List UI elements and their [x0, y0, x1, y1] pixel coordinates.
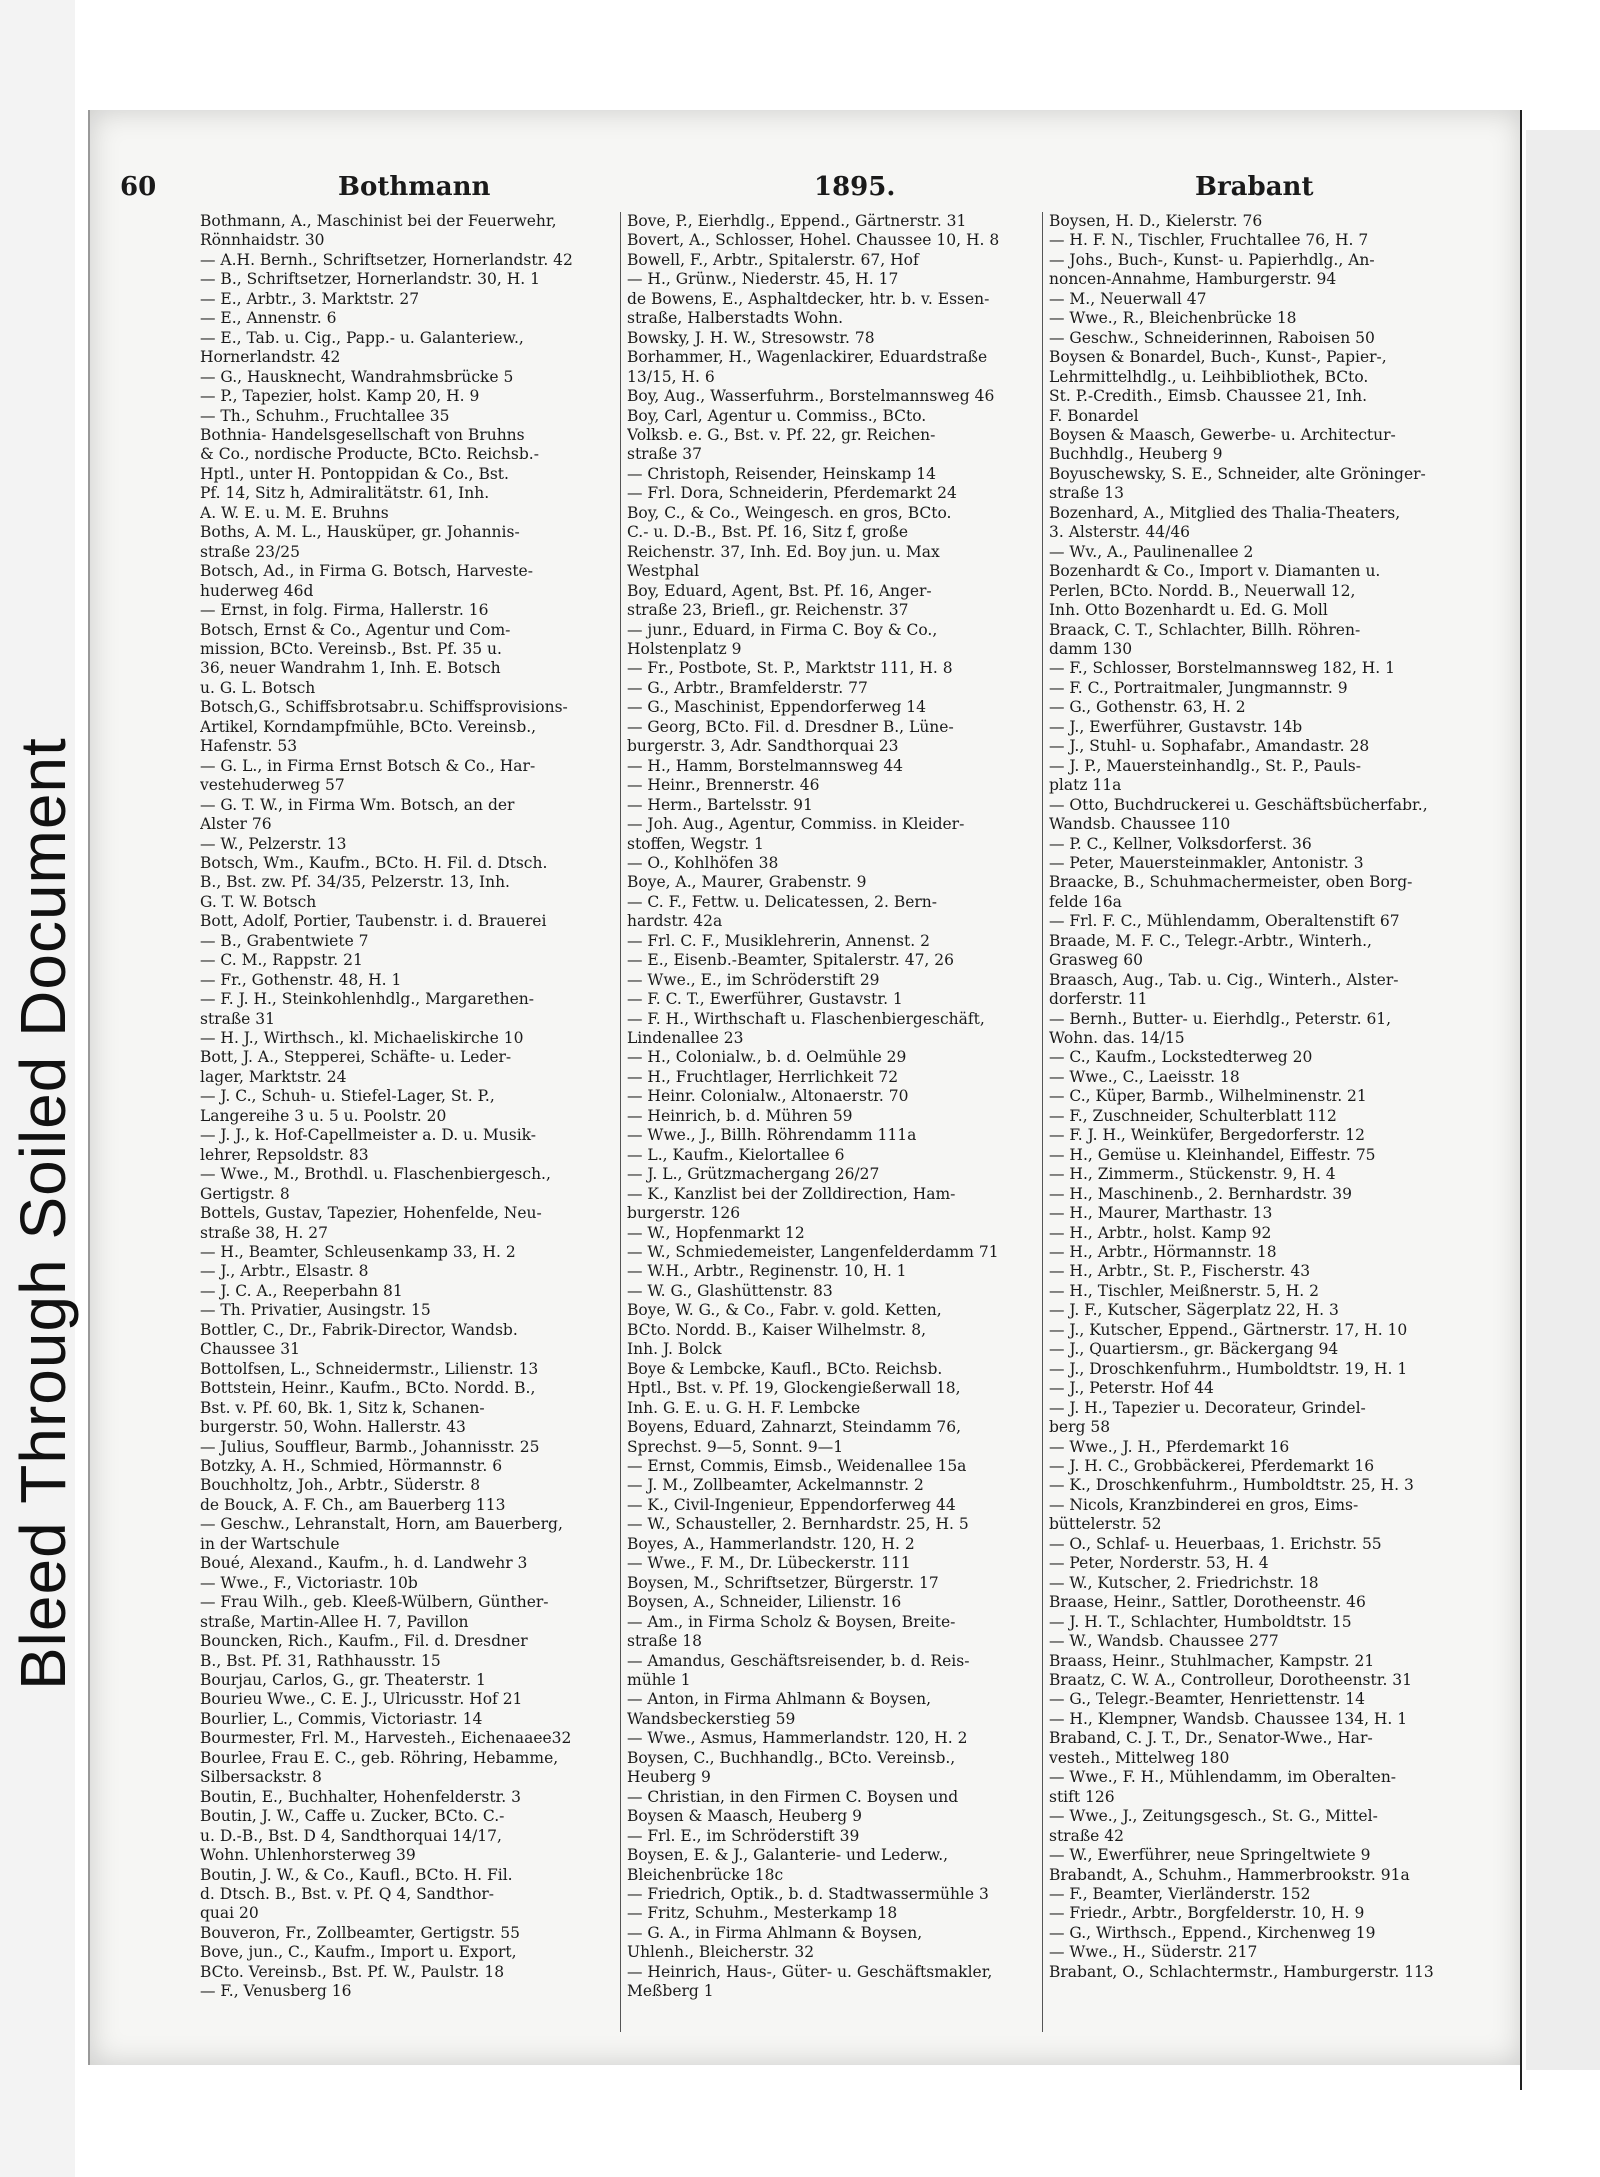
directory-line: — Ernst, in folg. Firma, Hallerstr. 16 — [200, 601, 489, 620]
year-heading: 1895. — [814, 172, 896, 202]
directory-line: dorferstr. 11 — [1049, 990, 1148, 1009]
directory-line: — K., Civil-Ingenieur, Eppendorferweg 44 — [627, 1495, 956, 1514]
directory-line: Boye, A., Maurer, Grabenstr. 9 — [627, 873, 867, 892]
directory-line: — E., Annenstr. 6 — [200, 309, 337, 328]
directory-line: — G., Wirthsch., Eppend., Kirchenweg 19 — [1049, 1923, 1376, 1942]
directory-line: Bourlier, L., Commis, Victoriastr. 14 — [200, 1709, 483, 1728]
directory-line: Boyens, Eduard, Zahnarzt, Steindamm 76, — [627, 1418, 962, 1437]
directory-line: — W., Hopfenmarkt 12 — [627, 1223, 805, 1242]
directory-line: — E., Eisenb.-Beamter, Spitalerstr. 47, 26 — [627, 951, 955, 970]
directory-line: B., Bst. Pf. 31, Rathhausstr. 15 — [200, 1651, 441, 1670]
directory-line: — J., Ewerführer, Gustavstr. 14b — [1049, 717, 1303, 736]
directory-line: — Fr., Postbote, St. P., Marktstr 111, H. 8 — [627, 659, 953, 678]
directory-line: — W., Wandsb. Chaussee 277 — [1049, 1632, 1279, 1651]
directory-line: Heuberg 9 — [627, 1768, 711, 1787]
directory-line: — C. M., Rappstr. 21 — [200, 951, 363, 970]
directory-line: mühle 1 — [627, 1670, 691, 1689]
directory-line: Reichenstr. 37, Inh. Ed. Boy jun. u. Max — [627, 542, 940, 561]
directory-line: — J., Stuhl- u. Sophafabr., Amandastr. 28 — [1049, 737, 1370, 756]
directory-line: Boutin, E., Buchhalter, Hohenfelderstr. 3 — [200, 1787, 521, 1806]
directory-line: Braass, Heinr., Stuhlmacher, Kampstr. 21 — [1049, 1651, 1375, 1670]
directory-line: Westphal — [627, 562, 700, 581]
directory-line: Bleichenbrücke 18c — [627, 1865, 784, 1884]
directory-line: platz 11a — [1049, 776, 1122, 795]
directory-line: BCto. Vereinsb., Bst. Pf. W., Paulstr. 18 — [200, 1962, 505, 1981]
directory-line: Braase, Heinr., Sattler, Dorotheenstr. 46 — [1049, 1593, 1366, 1612]
directory-line: — J. L., Grützmachergang 26/27 — [627, 1165, 880, 1184]
directory-line: — Ernst, Commis, Eimsb., Weidenallee 15a — [627, 1457, 967, 1475]
directory-line: — Fr., Gothenstr. 48, H. 1 — [200, 970, 402, 989]
directory-line: Gertigstr. 8 — [200, 1184, 290, 1203]
directory-line: Hptl., unter H. Pontoppidan & Co., Bst. — [200, 464, 509, 483]
directory-line: — J. P., Mauersteinhandlg., St. P., Pauls- — [1049, 756, 1361, 775]
directory-line: — W.H., Arbtr., Reginenstr. 10, H. 1 — [627, 1262, 907, 1281]
directory-line: d. Dtsch. B., Bst. v. Pf. Q 4, Sandthor- — [200, 1884, 495, 1903]
directory-line: Inh. J. Bolck — [627, 1340, 722, 1359]
directory-line: damm 130 — [1049, 639, 1133, 658]
neighbor-page — [1526, 130, 1600, 2070]
directory-line: — H., Maschinenb., 2. Bernhardstr. 39 — [1049, 1184, 1352, 1203]
directory-line: F. Bonardel — [1049, 406, 1139, 425]
directory-line: Wohn. das. 14/15 — [1049, 1029, 1185, 1048]
directory-line: burgerstr. 126 — [627, 1204, 741, 1223]
directory-line: — K., Droschkenfuhrm., Humboldtstr. 25, H. 3 — [1049, 1476, 1414, 1495]
directory-line: — L., Kaufm., Kielortallee 6 — [627, 1145, 845, 1164]
directory-line: u. G. L. Botsch — [200, 678, 316, 697]
directory-line: — F., Venusberg 16 — [200, 1982, 352, 2001]
directory-line: — W., Schausteller, 2. Bernhardstr. 25, H. 5 — [627, 1515, 969, 1534]
directory-line: Uhlenh., Bleicherstr. 32 — [627, 1943, 815, 1962]
directory-line: — H., Fruchtlager, Herrlichkeit 72 — [627, 1067, 899, 1086]
directory-line: Bottstein, Heinr., Kaufm., BCto. Nordd. B., — [200, 1379, 536, 1398]
directory-line: — Wwe., J., Billh. Röhrendamm 111a — [627, 1126, 917, 1145]
directory-line: Bott, Adolf, Portier, Taubenstr. i. d. Brauerei — [200, 912, 547, 931]
directory-line: — Heinrich, b. d. Mühren 59 — [627, 1106, 853, 1125]
column-2 — [620, 212, 1042, 2032]
directory-line: — J., Kutscher, Eppend., Gärtnerstr. 17, H. 10 — [1049, 1320, 1408, 1339]
directory-line: Bowell, F., Arbtr., Spitalerstr. 67, Hof — [627, 250, 919, 269]
directory-line: — G., Arbtr., Bramfelderstr. 77 — [627, 678, 868, 697]
directory-line: Wandsbeckerstieg 59 — [627, 1709, 796, 1728]
directory-line: de Bowens, E., Asphaltdecker, htr. b. v. Essen- — [627, 289, 990, 308]
directory-line: — Wwe., Asmus, Hammerlandstr. 120, H. 2 — [627, 1729, 968, 1748]
directory-line: de Bouck, A. F. Ch., am Bauerberg 113 — [200, 1495, 506, 1514]
directory-line: — Bernh., Butter- u. Eierhdlg., Peterstr. 61, — [1049, 1009, 1392, 1028]
directory-line: — F. H., Wirthschaft u. Flaschenbiergeschäft, — [627, 1009, 985, 1028]
directory-line: — G. L., in Firma Ernst Botsch & Co., Har- — [200, 756, 536, 775]
directory-line: — F. C., Portraitmaler, Jungmannstr. 9 — [1049, 678, 1348, 697]
directory-line: Braade, M. F. C., Telegr.-Arbtr., Winterh., — [1049, 931, 1372, 950]
directory-line: Boutin, J. W., Caffe u. Zucker, BCto. C.- — [200, 1807, 505, 1826]
directory-line: Botsch,G., Schiffsbrotsabr.u. Schiffsprovisions- — [200, 698, 568, 717]
directory-line: — H., Grünw., Niederstr. 45, H. 17 — [627, 270, 899, 289]
directory-line: Bozenhardt & Co., Import v. Diamanten u. — [1049, 562, 1381, 581]
directory-line: 36, neuer Wandrahm 1, Inh. E. Botsch — [200, 659, 501, 678]
directory-line: Botsch, Wm., Kaufm., BCto. H. Fil. d. Dtsch. — [200, 853, 548, 872]
directory-line: Wandsb. Chaussee 110 — [1049, 815, 1231, 834]
directory-line: hardstr. 42a — [627, 912, 723, 931]
directory-line: straße, Martin-Allee H. 7, Pavillon — [200, 1612, 469, 1631]
directory-line: straße 31 — [200, 1009, 276, 1028]
directory-line: & Co., nordische Producte, BCto. Reichsb.- — [200, 445, 539, 464]
directory-line: mission, BCto. Vereinsb., Bst. Pf. 35 u. — [200, 639, 502, 658]
directory-line: — M., Neuerwall 47 — [1049, 289, 1207, 308]
directory-line: Boysen & Bonardel, Buch-, Kunst-, Papier-, — [1049, 348, 1387, 367]
directory-line: — P., Tapezier, holst. Kamp 20, H. 9 — [200, 387, 480, 406]
directory-line: Wohn. Uhlenhorsterweg 39 — [200, 1846, 416, 1865]
directory-line: straße 13 — [1049, 484, 1125, 503]
directory-line: A. W. E. u. M. E. Bruhns — [200, 503, 389, 522]
directory-line: Boysen, A., Schneider, Lilienstr. 16 — [627, 1593, 902, 1612]
directory-line: stift 126 — [1049, 1787, 1115, 1806]
directory-line: Boysen & Maasch, Heuberg 9 — [627, 1807, 862, 1826]
directory-line: — O., Kohlhöfen 38 — [627, 853, 779, 872]
directory-line: — Wwe., F. H., Mühlendamm, im Oberalten- — [1049, 1768, 1397, 1787]
directory-line: — Wwe., J. H., Pferdemarkt 16 — [1049, 1437, 1290, 1456]
directory-line: lager, Marktstr. 24 — [200, 1067, 347, 1086]
directory-line: — H. F. N., Tischler, Fruchtallee 76, H. 7 — [1049, 231, 1369, 250]
directory-line: — H., Arbtr., holst. Kamp 92 — [1049, 1223, 1272, 1242]
directory-line: — Wwe., F. M., Dr. Lübeckerstr. 111 — [627, 1554, 911, 1573]
directory-line: — Frl. E., im Schröderstift 39 — [627, 1826, 860, 1845]
left-keyword: Bothmann — [338, 172, 491, 202]
directory-line: Pf. 14, Sitz h, Admiralitätstr. 61, Inh. — [200, 484, 490, 503]
page-edge — [1520, 110, 1522, 2090]
directory-line: BCto. Nordd. B., Kaiser Wilhelmstr. 8, — [627, 1320, 927, 1339]
directory-line: Botzky, A. H., Schmied, Hörmannstr. 6 — [200, 1457, 503, 1475]
directory-line: Braband, C. J. T., Dr., Senator-Wwe., Har- — [1049, 1729, 1373, 1748]
directory-line: straße 42 — [1049, 1826, 1125, 1845]
directory-line: — H., Klempner, Wandsb. Chaussee 134, H. 1 — [1049, 1709, 1408, 1728]
directory-line: Boye & Lembcke, Kaufl., BCto. Reichsb. — [627, 1359, 943, 1378]
directory-line: burgerstr. 3, Adr. Sandthorquai 23 — [627, 737, 899, 756]
page-header — [120, 172, 1460, 212]
directory-line: — Wwe., E., im Schröderstift 29 — [627, 970, 880, 989]
directory-line: burgerstr. 50, Wohn. Hallerstr. 43 — [200, 1418, 466, 1437]
directory-line: Meßberg 1 — [627, 1982, 714, 2001]
directory-line: — F., Schlosser, Borstelmannsweg 182, H. 1 — [1049, 659, 1396, 678]
directory-line: — Frl. F. C., Mühlendamm, Oberaltenstift 67 — [1049, 912, 1400, 931]
directory-line: — H., Arbtr., St. P., Fischerstr. 43 — [1049, 1262, 1311, 1281]
directory-line: Bottler, C., Dr., Fabrik-Director, Wandsb. — [200, 1320, 518, 1339]
directory-line: Inh. Otto Bozenhardt u. Ed. G. Moll — [1049, 601, 1328, 620]
directory-line: Bottolfsen, L., Schneidermstr., Lilienstr. 13 — [200, 1359, 539, 1378]
directory-line: Bott, J. A., Stepperei, Schäfte- u. Leder- — [200, 1048, 512, 1067]
directory-line: felde 16a — [1049, 892, 1122, 911]
directory-line: — Johs., Buch-, Kunst- u. Papierhdlg., An- — [1049, 250, 1375, 269]
directory-line: huderweg 46d — [200, 581, 314, 600]
directory-line: — H., Maurer, Marthastr. 13 — [1049, 1204, 1273, 1223]
directory-line: — W., Ewerführer, neue Springeltwiete 9 — [1049, 1846, 1371, 1865]
directory-line: — Am., in Firma Scholz & Boysen, Breite- — [627, 1612, 956, 1631]
directory-line: — F. C. T., Ewerführer, Gustavstr. 1 — [627, 990, 903, 1009]
directory-line: — Heinr., Brennerstr. 46 — [627, 776, 820, 795]
directory-line: Sprechst. 9—5, Sonnt. 9—1 — [627, 1437, 844, 1456]
directory-line: — E., Tab. u. Cig., Papp.- u. Galanteriew., — [200, 328, 524, 347]
directory-line: — F. J. H., Weinküfer, Bergedorferstr. 12 — [1049, 1126, 1365, 1145]
directory-line: — J., Quartiersm., gr. Bäckergang 94 — [1049, 1340, 1339, 1359]
directory-line: — Otto, Buchdruckerei u. Geschäftsbücherfabr., — [1049, 795, 1428, 814]
directory-line: Lehrmittelhdlg., u. Leihbibliothek, BCto. — [1049, 367, 1369, 386]
directory-line: Bottels, Gustav, Tapezier, Hohenfelde, Neu- — [200, 1204, 542, 1223]
directory-line: quai 20 — [200, 1904, 259, 1923]
column-1 — [200, 212, 615, 2002]
directory-line: — Joh. Aug., Agentur, Commiss. in Kleider- — [627, 815, 965, 834]
directory-line: Volksb. e. G., Bst. v. Pf. 22, gr. Reichen- — [627, 425, 936, 444]
directory-line: — J. H. C., Grobbäckerei, Pferdemarkt 16 — [1049, 1457, 1375, 1475]
directory-line: — Wwe., H., Süderstr. 217 — [1049, 1943, 1258, 1962]
directory-line: Bourieu Wwe., C. E. J., Ulricusstr. Hof 21 — [200, 1690, 523, 1709]
directory-line: Chaussee 31 — [200, 1340, 300, 1359]
directory-line: Boy, Carl, Agentur u. Commiss., BCto. — [627, 406, 927, 425]
directory-line: — G., Telegr.-Beamter, Henriettenstr. 14 — [1049, 1690, 1366, 1709]
directory-line: Botsch, Ernst & Co., Agentur und Com- — [200, 620, 511, 639]
directory-line: — G. A., in Firma Ahlmann & Boysen, — [627, 1923, 923, 1942]
directory-line: Bovert, A., Schlosser, Hohel. Chaussee 10, H. 8 — [627, 231, 1000, 250]
directory-line: — Wwe., C., Laeisstr. 18 — [1049, 1067, 1240, 1086]
directory-line: Brabandt, A., Schuhm., Hammerbrookstr. 91a — [1049, 1865, 1410, 1884]
directory-line: — O., Schlaf- u. Heuerbaas, 1. Erichstr. 55 — [1049, 1534, 1382, 1553]
directory-line: — H., Arbtr., Hörmannstr. 18 — [1049, 1243, 1277, 1262]
directory-line: — J. F., Kutscher, Sägerplatz 22, H. 3 — [1049, 1301, 1339, 1320]
directory-line: Bouchholtz, Joh., Arbtr., Süderstr. 8 — [200, 1476, 481, 1495]
directory-line: — W., Pelzerstr. 13 — [200, 834, 347, 853]
directory-line: Boye, W. G., & Co., Fabr. v. gold. Ketten, — [627, 1301, 942, 1320]
column-3 — [1042, 212, 1464, 2032]
directory-line: Perlen, BCto. Nordd. B., Neuerwall 12, — [1049, 581, 1356, 600]
directory-line: Rönnhaidstr. 30 — [200, 231, 325, 250]
directory-line: — A.H. Bernh., Schriftsetzer, Hornerlandstr. 42 — [200, 250, 573, 269]
directory-line: — H., Colonialw., b. d. Oelmühle 29 — [627, 1048, 907, 1067]
directory-line: — Fritz, Schuhm., Mesterkamp 18 — [627, 1904, 898, 1923]
directory-line: — C. F., Fettw. u. Delicatessen, 2. Bern- — [627, 892, 938, 911]
directory-line: Bove, P., Eierhdlg., Eppend., Gärtnerstr. 31 — [627, 212, 967, 230]
directory-line: in der Wartschule — [200, 1534, 340, 1553]
directory-line: Boysen, H. D., Kielerstr. 76 — [1049, 212, 1263, 230]
directory-line: — J. H., Tapezier u. Decorateur, Grindel- — [1049, 1398, 1366, 1417]
directory-line: — Heinr. Colonialw., Altonaerstr. 70 — [627, 1087, 909, 1106]
directory-line: Brabant, O., Schlachtermstr., Hamburgerstr. 113 — [1049, 1962, 1434, 1981]
directory-line: 13/15, H. 6 — [627, 367, 715, 386]
directory-line: — Peter, Norderstr. 53, H. 4 — [1049, 1554, 1269, 1573]
directory-line: noncen-Annahme, Hamburgerstr. 94 — [1049, 270, 1337, 289]
directory-line: — G., Maschinist, Eppendorferweg 14 — [627, 698, 927, 717]
directory-line: — Th., Schuhm., Fruchtallee 35 — [200, 406, 450, 425]
directory-line: — J., Arbtr., Elsastr. 8 — [200, 1262, 369, 1281]
directory-line: — J., Peterstr. Hof 44 — [1049, 1379, 1214, 1398]
directory-line: vesteh., Mittelweg 180 — [1049, 1748, 1230, 1767]
directory-line: straße 23, Briefl., gr. Reichenstr. 37 — [627, 601, 909, 620]
directory-line: Boyes, A., Hammerlandstr. 120, H. 2 — [627, 1534, 915, 1553]
directory-line: — P. C., Kellner, Volksdorferst. 36 — [1049, 834, 1312, 853]
directory-line: Hafenstr. 53 — [200, 737, 298, 756]
directory-line: — Frl. Dora, Schneiderin, Pferdemarkt 24 — [627, 484, 957, 503]
directory-line: Boyuschewsky, S. E., Schneider, alte Gröninger- — [1049, 464, 1426, 483]
directory-line: u. D.-B., Bst. D 4, Sandthorquai 14/17, — [200, 1826, 502, 1845]
directory-line: Braacke, B., Schuhmachermeister, oben Borg- — [1049, 873, 1413, 892]
directory-line: Boysen, M., Schriftsetzer, Bürgerstr. 17 — [627, 1573, 939, 1592]
directory-line: Bouncken, Rich., Kaufm., Fil. d. Dresdner — [200, 1632, 528, 1651]
directory-line: Bourmester, Frl. M., Harvesteh., Eichenaaee32 — [200, 1729, 572, 1748]
directory-line: Boths, A. M. L., Hausküper, gr. Johannis- — [200, 523, 520, 542]
directory-line: — Th. Privatier, Ausingstr. 15 — [200, 1301, 431, 1320]
directory-line: Silbersackstr. 8 — [200, 1768, 322, 1787]
directory-line: — Heinrich, Haus-, Güter- u. Geschäftsmakler, — [627, 1962, 993, 1981]
directory-line: — W., Schmiedemeister, Langenfelderdamm 71 — [627, 1243, 999, 1262]
directory-line: Holstenplatz 9 — [627, 639, 742, 658]
directory-line: straße, Halberstadts Wohn. — [627, 309, 843, 328]
directory-line: — H., Hamm, Borstelmannsweg 44 — [627, 756, 904, 775]
directory-line: — H., Zimmerm., Stückenstr. 9, H. 4 — [1049, 1165, 1336, 1184]
directory-line: — G., Gothenstr. 63, H. 2 — [1049, 698, 1246, 717]
directory-line: B., Bst. zw. Pf. 34/35, Pelzerstr. 13, Inh. — [200, 873, 510, 892]
directory-line: Bothmann, A., Maschinist bei der Feuerwehr, — [200, 212, 557, 230]
directory-line: Boysen & Maasch, Gewerbe- u. Architectur- — [1049, 425, 1396, 444]
directory-line: — Anton, in Firma Ahlmann & Boysen, — [627, 1690, 932, 1709]
directory-line: — E., Arbtr., 3. Marktstr. 27 — [200, 289, 420, 308]
directory-line: — Wwe., M., Brothdl. u. Flaschenbiergesch., — [200, 1165, 551, 1184]
directory-line: 3. Alsterstr. 44/46 — [1049, 523, 1191, 542]
directory-columns — [200, 212, 1470, 2042]
directory-line: Braack, C. T., Schlachter, Billh. Röhren- — [1049, 620, 1361, 639]
directory-line: Boysen, E. & J., Galanterie- und Lederw., — [627, 1846, 949, 1865]
directory-line: — W. G., Glashüttenstr. 83 — [627, 1281, 833, 1300]
directory-line: — F. J. H., Steinkohlenhdlg., Margarethen- — [200, 990, 534, 1009]
directory-line: — J., Droschkenfuhrm., Humboldtstr. 19, H. 1 — [1049, 1359, 1408, 1378]
directory-line: stoffen, Wegstr. 1 — [627, 834, 764, 853]
directory-line: — Peter, Mauersteinmakler, Antonistr. 3 — [1049, 853, 1364, 872]
directory-line: straße 38, H. 27 — [200, 1223, 328, 1242]
directory-line: — Amandus, Geschäftsreisender, b. d. Reis- — [627, 1651, 970, 1670]
directory-line: — C., Kaufm., Lockstedterweg 20 — [1049, 1048, 1313, 1067]
directory-line: — Nicols, Kranzbinderei en gros, Eims- — [1049, 1495, 1359, 1514]
directory-line: Bove, jun., C., Kaufm., Import u. Export, — [200, 1943, 517, 1962]
directory-line: — C., Küper, Barmb., Wilhelminenstr. 21 — [1049, 1087, 1367, 1106]
directory-line: Bouveron, Fr., Zollbeamter, Gertigstr. 55 — [200, 1923, 521, 1942]
directory-line: Bothnia- Handelsgesellschaft von Bruhns — [200, 425, 525, 444]
directory-line: — Wwe., F., Victoriastr. 10b — [200, 1573, 418, 1592]
directory-line: — H. J., Wirthsch., kl. Michaeliskirche 10 — [200, 1029, 524, 1048]
directory-line: lehrer, Repsoldstr. 83 — [200, 1145, 369, 1164]
directory-line: — Georg, BCto. Fil. d. Dresdner B., Lüne- — [627, 717, 954, 736]
directory-line: — J. M., Zollbeamter, Ackelmannstr. 2 — [627, 1476, 924, 1495]
directory-line: — F., Beamter, Vierländerstr. 152 — [1049, 1884, 1311, 1903]
directory-line: — Frl. C. F., Musiklehrerin, Annenst. 2 — [627, 931, 930, 950]
directory-line: Alster 76 — [200, 815, 272, 834]
directory-line: — Friedrich, Optik., b. d. Stadtwassermühle 3 — [627, 1884, 989, 1903]
directory-line: Braatz, C. W. A., Controlleur, Dorotheenstr. 31 — [1049, 1670, 1413, 1689]
directory-line: — Wwe., R., Bleichenbrücke 18 — [1049, 309, 1297, 328]
directory-line: — Frau Wilh., geb. Kleeß-Wülbern, Günther- — [200, 1593, 549, 1612]
directory-line: Boy, Aug., Wasserfuhrm., Borstelmannsweg 46 — [627, 387, 995, 406]
directory-line: Bourlee, Frau E. C., geb. Röhring, Hebamme, — [200, 1748, 559, 1767]
directory-line: — Friedr., Arbtr., Borgfelderstr. 10, H. 9 — [1049, 1904, 1365, 1923]
directory-line: G. T. W. Botsch — [200, 892, 317, 911]
directory-line: — Wv., A., Paulinenallee 2 — [1049, 542, 1254, 561]
directory-line: straße 23/25 — [200, 542, 300, 561]
directory-line: Boysen, C., Buchhandlg., BCto. Vereinsb., — [627, 1748, 956, 1767]
directory-line: vestehuderweg 57 — [200, 776, 345, 795]
directory-line: — junr., Eduard, in Firma C. Boy & Co., — [627, 620, 938, 639]
directory-line: — Geschw., Lehranstalt, Horn, am Bauerberg, — [200, 1515, 563, 1534]
directory-line: Hornerlandstr. 42 — [200, 348, 341, 367]
directory-line: — B., Grabentwiete 7 — [200, 931, 369, 950]
directory-line: — H., Beamter, Schleusenkamp 33, H. 2 — [200, 1243, 516, 1262]
directory-line: straße 37 — [627, 445, 703, 464]
directory-line: — H., Gemüse u. Kleinhandel, Eiffestr. 75 — [1049, 1145, 1376, 1164]
directory-line: — Christian, in den Firmen C. Boysen und — [627, 1787, 959, 1806]
directory-line: Boué, Alexand., Kaufm., h. d. Landwehr 3 — [200, 1554, 528, 1573]
directory-line: — J. C. A., Reeperbahn 81 — [200, 1281, 403, 1300]
directory-line: — W., Kutscher, 2. Friedrichstr. 18 — [1049, 1573, 1319, 1592]
directory-line: — J. C., Schuh- u. Stiefel-Lager, St. P., — [200, 1087, 495, 1106]
directory-line: Bowsky, J. H. W., Stresowstr. 78 — [627, 328, 875, 347]
directory-line: Boy, C., & Co., Weingesch. en gros, BCto. — [627, 503, 952, 522]
directory-line: — Geschw., Schneiderinnen, Raboisen 50 — [1049, 328, 1375, 347]
directory-line: C.- u. D.-B., Bst. Pf. 16, Sitz f, große — [627, 523, 909, 542]
directory-line: — Wwe., J., Zeitungsgesch., St. G., Mittel- — [1049, 1807, 1378, 1826]
directory-line: Bourjau, Carlos, G., gr. Theaterstr. 1 — [200, 1670, 486, 1689]
directory-line: — G. T. W., in Firma Wm. Botsch, an der — [200, 795, 515, 814]
directory-line: Boy, Eduard, Agent, Bst. Pf. 16, Anger- — [627, 581, 932, 600]
directory-line: Hptl., Bst. v. Pf. 19, Glockengießerwall 18, — [627, 1379, 961, 1398]
directory-line: büttelerstr. 52 — [1049, 1515, 1162, 1534]
directory-line: St. P.-Credith., Eimsb. Chaussee 21, Inh. — [1049, 387, 1368, 406]
directory-line: Bozenhard, A., Mitglied des Thalia-Theaters, — [1049, 503, 1401, 522]
right-keyword: Brabant — [1195, 172, 1314, 202]
directory-line: Bst. v. Pf. 60, Bk. 1, Sitz k, Schanen- — [200, 1398, 485, 1417]
directory-line: — B., Schriftsetzer, Hornerlandstr. 30, H. 1 — [200, 270, 540, 289]
directory-line: Buchhdlg., Heuberg 9 — [1049, 445, 1223, 464]
directory-line: straße 18 — [627, 1632, 703, 1651]
directory-line: Borhammer, H., Wagenlackirer, Eduardstraße — [627, 348, 988, 367]
directory-line: — G., Hausknecht, Wandrahmsbrücke 5 — [200, 367, 514, 386]
directory-line: Lindenallee 23 — [627, 1029, 744, 1048]
directory-line: — H., Tischler, Meißnerstr. 5, H. 2 — [1049, 1281, 1319, 1300]
directory-line: — J. J., k. Hof-Capellmeister a. D. u. Musik- — [200, 1126, 537, 1145]
directory-line: — Herm., Bartelsstr. 91 — [627, 795, 813, 814]
directory-line: — F., Zuschneider, Schulterblatt 112 — [1049, 1106, 1337, 1125]
directory-line: Braasch, Aug., Tab. u. Cig., Winterh., Alster- — [1049, 970, 1399, 989]
directory-line: Boutin, J. W., & Co., Kaufl., BCto. H. Fil. — [200, 1865, 513, 1884]
directory-line: Inh. G. E. u. G. H. F. Lembcke — [627, 1398, 861, 1417]
directory-line: — J. H. T., Schlachter, Humboldtstr. 15 — [1049, 1612, 1352, 1631]
side-label: Bleed Through Soiled Document — [7, 737, 79, 1690]
directory-line: Botsch, Ad., in Firma G. Botsch, Harveste- — [200, 562, 533, 581]
directory-line: Grasweg 60 — [1049, 951, 1143, 970]
directory-line: — Christoph, Reisender, Heinskamp 14 — [627, 464, 936, 483]
page-number: 60 — [120, 172, 157, 202]
directory-line: Artikel, Korndampfmühle, BCto. Vereinsb., — [200, 717, 537, 736]
directory-line: berg 58 — [1049, 1418, 1111, 1437]
directory-line: — Julius, Souffleur, Barmb., Johannisstr. 25 — [200, 1437, 540, 1456]
directory-line: Langereihe 3 u. 5 u. Poolstr. 20 — [200, 1106, 447, 1125]
directory-line: — K., Kanzlist bei der Zolldirection, Ham- — [627, 1184, 956, 1203]
